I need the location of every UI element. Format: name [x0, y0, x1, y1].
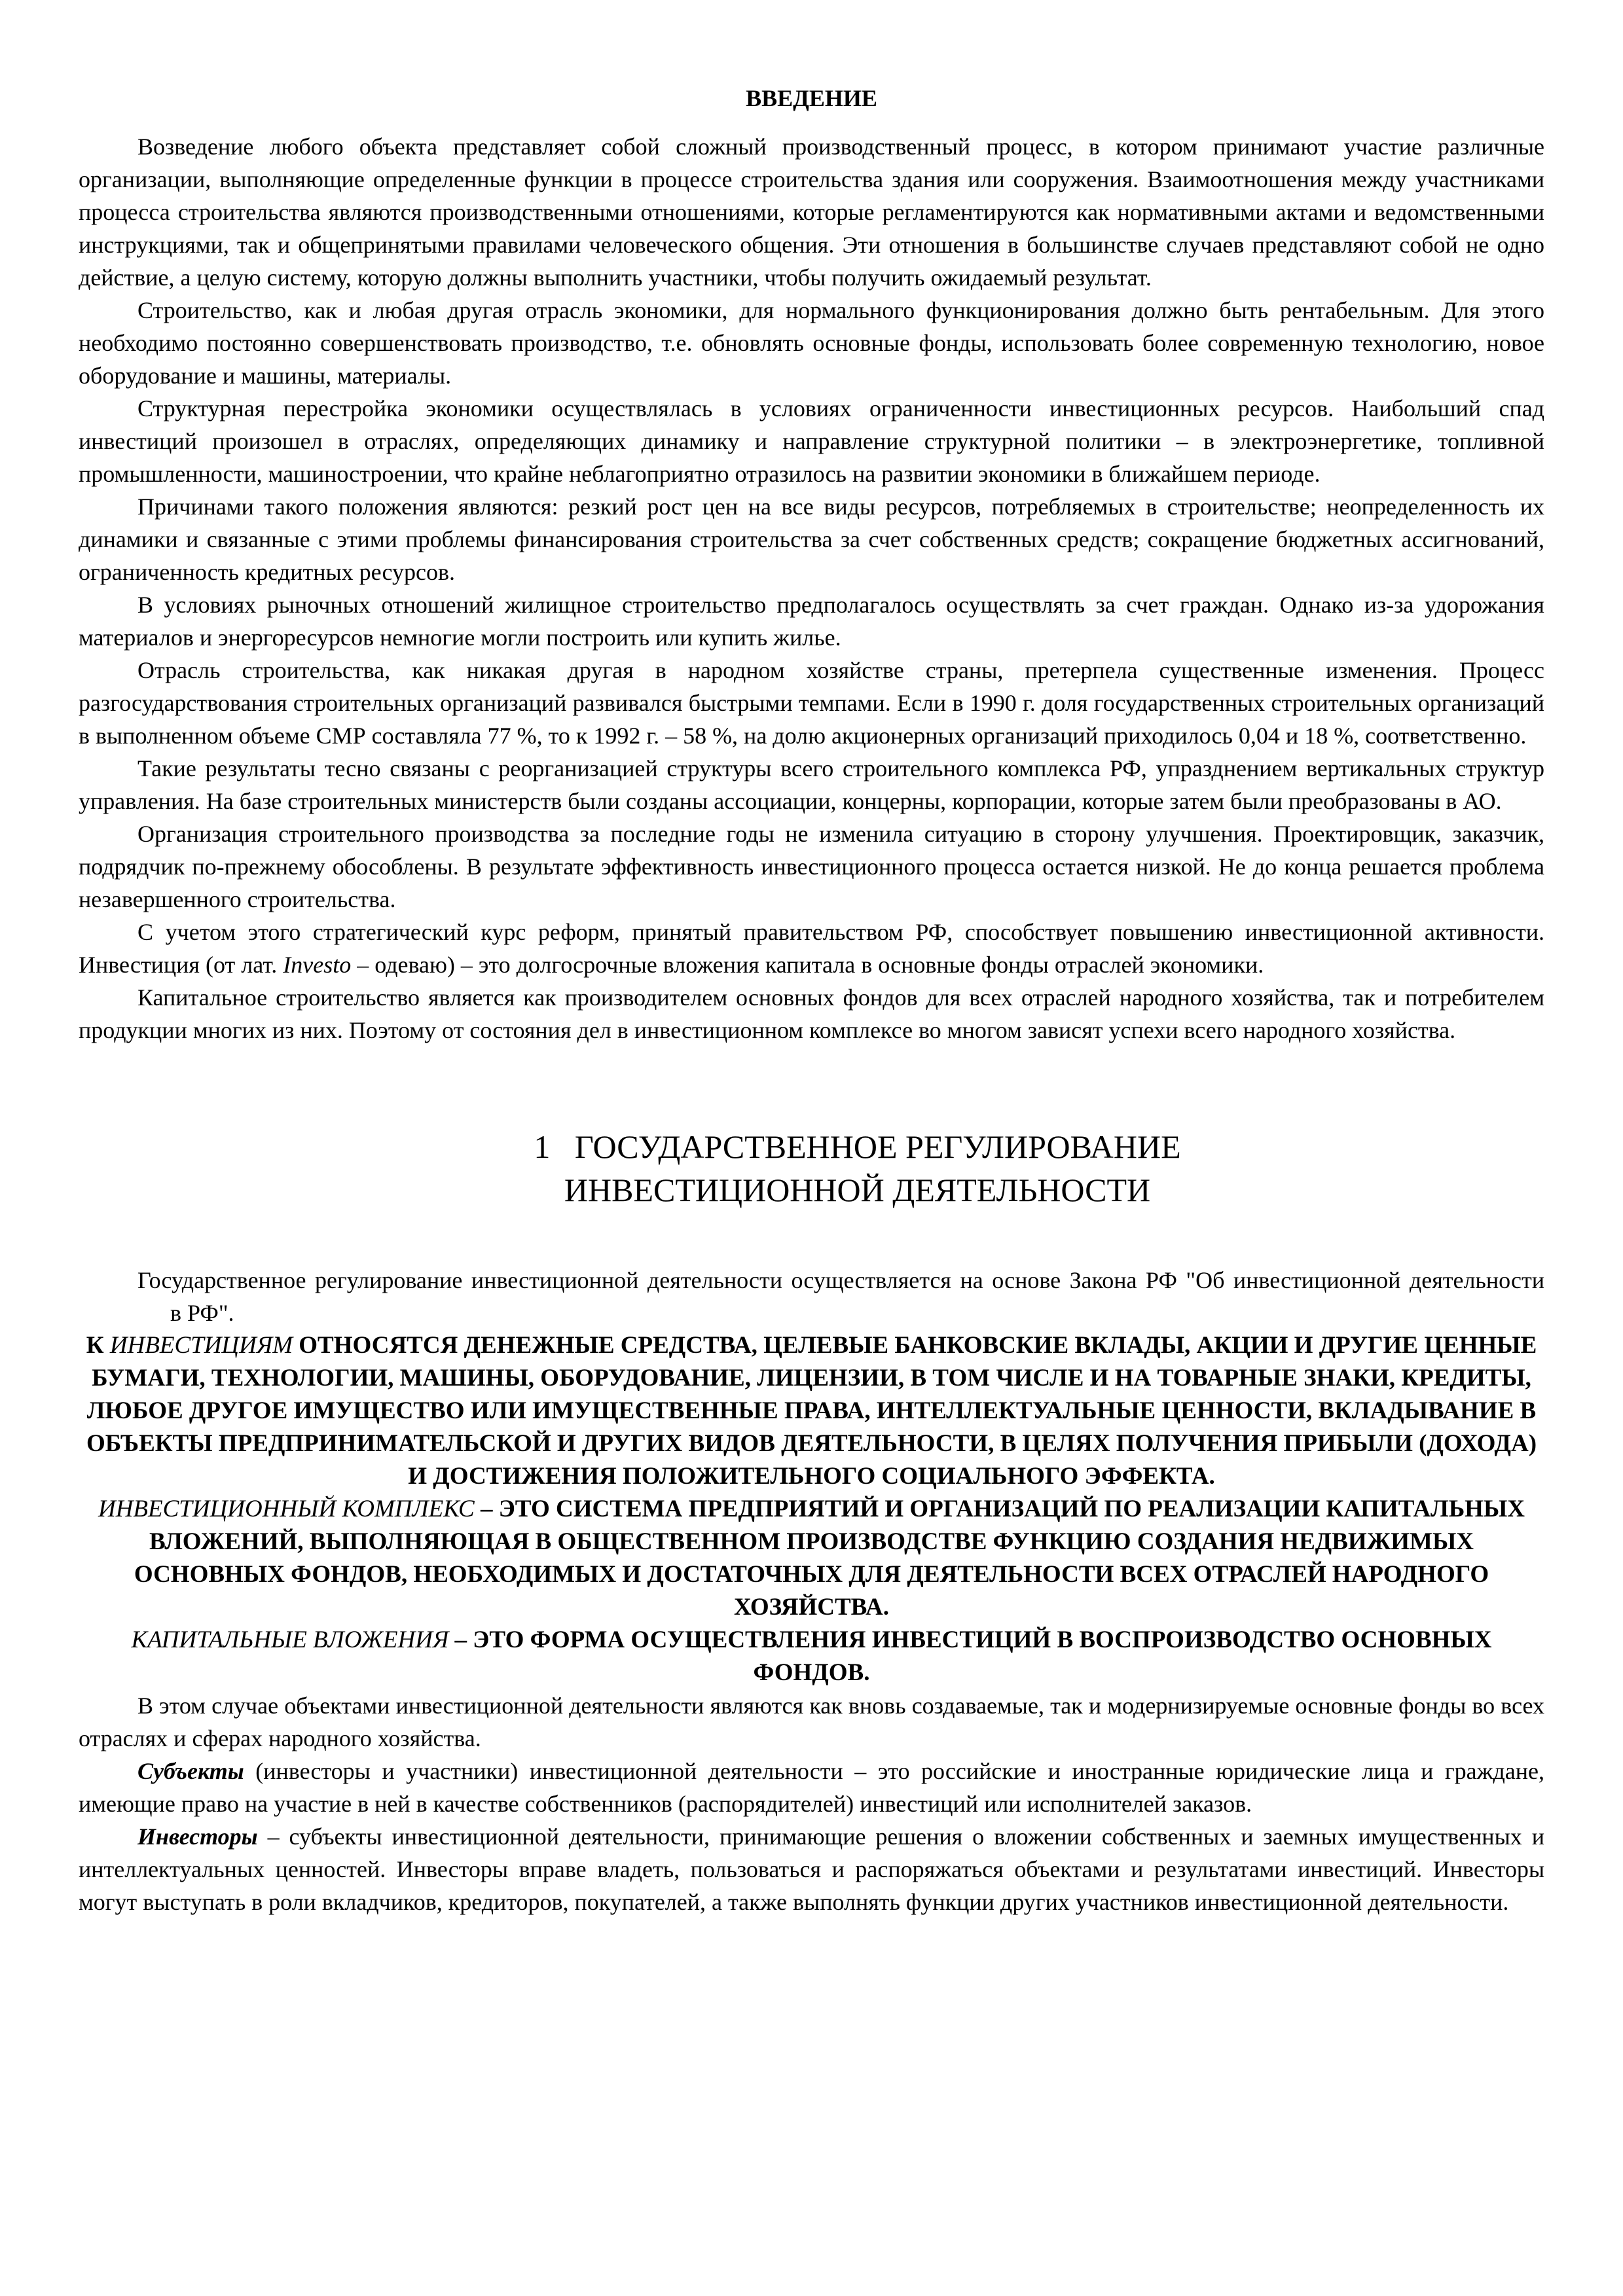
p9-text-a: С учетом этого стратегический курс реформ, принятый правительством РФ, способствует повышению инвестиционной активности. Инвестиция (от лат. — [79, 919, 1544, 978]
investors-body: – субъекты инвестиционной деятельности, принимающие решения о вложении собственных и заемных имущественных и интеллектуальных ценностей. Инвесторы вправе владеть, пользоваться и распоряжаться объектами и результатами инвестиций. Инвесторы могут выступать в роли вкладчиков, кредиторов, покупателей, а также выполнять функции других участников инвестиционной деятельности. — [79, 1823, 1544, 1915]
intro-paragraph-9 — [79, 916, 1544, 981]
intro-paragraph-8: Организация строительного производства за последние годы не изменила ситуацию в сторону улучшения. Проектировщик, заказчик, подрядчик по-прежнему обособлены. В результате эффективность инвестиционного процесса остается низкой. Не до конца решается проблема незавершенного строительства. — [79, 821, 1544, 912]
law-text-a: Государственное регулирование инвестиционной деятельности осуществляется на основе Закона РФ "Об инвестиционной деятельности — [137, 1267, 1544, 1293]
def3-body: – ЭТО ФОРМА ОСУЩЕСТВЛЕНИЯ ИНВЕСТИЦИЙ В ВОСПРОИЗВОДСТВО ОСНОВНЫХ ФОНДОВ. — [448, 1626, 1492, 1686]
p9-text-b: – одеваю) – это долгосрочные вложения капитала в основные фонды отраслей экономики. — [351, 952, 1264, 978]
intro-paragraph-3: Структурная перестройка экономики осуществлялась в условиях ограниченности инвестиционных ресурсов. Наибольший спад инвестиций произошел в отраслях, определяющих динамику и направление структурной политики – в электроэнергетике, топливной промышленности, машиностроении, что крайне неблагоприятно отразилось на развитии экономики в ближайшем периоде. — [79, 395, 1544, 487]
investors-term: Инвесторы — [137, 1823, 258, 1850]
def1-body: ОТНОСЯТСЯ ДЕНЕЖНЫЕ СРЕДСТВА, ЦЕЛЕВЫЕ БАНКОВСКИЕ ВКЛАДЫ, АКЦИИ И ДРУГИЕ ЦЕННЫЕ БУМАГИ, ТЕХНОЛОГИИ, МАШИНЫ, ОБОРУДОВАНИЕ, ЛИЦЕНЗИИ, В ТОМ ЧИСЛЕ И НА ТОВАРНЫЕ ЗНАКИ, КРЕДИТЫ, ЛЮБОЕ ДРУГОЕ ИМУЩЕСТВО ИЛИ ИМУЩЕСТВЕННЫЕ ПРАВА, ИНТЕЛЛЕКТУАЛЬНЫЕ ЦЕННОСТИ, ВКЛАДЫВАНИЕ В ОБЪЕКТЫ ПРЕДПРИНИМАТЕЛЬСКОЙ И ДРУГИХ ВИДОВ ДЕЯТЕЛЬНОСТИ, В ЦЕЛЯХ ПОЛУЧЕНИЯ ПРИБЫЛИ (ДОХОДА) И ДОСТИЖЕНИЯ ПОЛОЖИТЕЛЬНОГО СОЦИАЛЬНОГО ЭФФЕКТА. — [86, 1332, 1537, 1490]
section-1-title-line-2: ИНВЕСТИЦИОННОЙ ДЕЯТЕЛЬНОСТИ — [564, 1172, 1151, 1208]
def2-term: ИНВЕСТИЦИОННЫЙ КОМПЛЕКС — [98, 1496, 475, 1522]
p9-latin-term: Investo — [283, 952, 352, 978]
definition-investment-complex — [79, 1493, 1544, 1624]
intro-paragraph-4: Причинами такого положения являются: резкий рост цен на все виды ресурсов, потребляемых в строительстве; неопределенность их динамики и связанные с этими проблемы финансирования строительства за счет собственных средств; сокращение бюджетных ассигнований, ограниченность кредитных ресурсов. — [79, 493, 1544, 585]
section-1-title-line-1: 1 ГОСУДАРСТВЕННОЕ РЕГУЛИРОВАНИЕ — [534, 1128, 1181, 1165]
section-1-title — [79, 1125, 1544, 1211]
definition-investments — [79, 1329, 1544, 1493]
intro-paragraph-5: В условиях рыночных отношений жилищное строительство предполагалось осуществлять за счет граждан. Однако из-за удорожания материалов и энергоресурсов немногие могли построить или купить жилье. — [79, 592, 1544, 651]
definition-capital-investments — [79, 1624, 1544, 1689]
intro-paragraph-1: Возведение любого объекта представляет собой сложный производственный процесс, в котором принимают участие различные организации, выполняющие определенные функции в процессе строительства здания или сооружения. Взаимоотношения между участниками процесса строительства являются производственными отношениями, которые регламентируются как нормативными актами и ведомственными инструкциями, так и общепринятыми правилами человеческого общения. Эти отношения в большинстве случаев представляют собой не одно действие, а целую систему, которую должны выполнить участники, чтобы получить ожидаемый результат. — [79, 134, 1544, 291]
intro-paragraph-7: Такие результаты тесно связаны с реорганизацией структуры всего строительного комплекса РФ, упразднением вертикальных структур управления. На базе строительных министерств были созданы ассоциации, концерны, корпорации, которые затем были преобразованы в АО. — [79, 755, 1544, 814]
def1-term: ИНВЕСТИЦИЯМ — [109, 1332, 293, 1359]
intro-title: ВВЕДЕНИЕ — [746, 85, 877, 111]
law-text-b: в РФ". — [170, 1300, 234, 1326]
intro-paragraph-6: Отрасль строительства, как никакая другая в народном хозяйстве страны, претерпела существенные изменения. Процесс разгосударствования строительных организаций развивался быстрыми темпами. Если в 1990 г. доля государственных строительных организаций в выполненном объеме СМР составляла 77 %, то к 1992 г. – 58 %, на долю акционерных организаций приходилось 0,04 и 18 %, соответственно. — [79, 657, 1544, 749]
intro-paragraph-2: Строительство, как и любая другая отрасль экономики, для нормального функционирования должно быть рентабельным. Для этого необходимо постоянно совершенствовать производство, т.е. обновлять основные фонды, использовать более современную технологию, новое оборудование и машины, материалы. — [79, 297, 1544, 389]
def1-prefix: К — [86, 1332, 110, 1359]
investors-paragraph — [79, 1820, 1544, 1918]
law-paragraph — [79, 1264, 1544, 1329]
intro-paragraph-10: Капитальное строительство является как производителем основных фондов для всех отраслей народного хозяйства, так и потребителем продукции многих из них. Поэтому от состояния дел в инвестиционном комплексе во многом зависят успехи всего народного хозяйства. — [79, 984, 1544, 1043]
def2-body: – ЭТО СИСТЕМА ПРЕДПРИЯТИЙ И ОРГАНИЗАЦИЙ ПО РЕАЛИЗАЦИИ КАПИТАЛЬНЫХ ВЛОЖЕНИЙ, ВЫПОЛНЯЮЩАЯ В ОБЩЕСТВЕННОМ ПРОИЗВОДСТВЕ ФУНКЦИЮ СОЗДАНИЯ НЕДВИЖИМЫХ ОСНОВНЫХ ФОНДОВ, НЕОБХОДИМЫХ И ДОСТАТОЧНЫХ ДЛЯ ДЕЯТЕЛЬНОСТИ ВСЕХ ОТРАСЛЕЙ НАРОДНОГО ХОЗЯЙСТВА. — [134, 1496, 1525, 1621]
objects-paragraph: В этом случае объектами инвестиционной деятельности являются как вновь создаваемые, так и модернизируемые основные фонды во всех отраслях и сферах народного хозяйства. — [79, 1693, 1544, 1751]
subjects-term: Субъекты — [137, 1758, 244, 1784]
def3-term: КАПИТАЛЬНЫЕ ВЛОЖЕНИЯ — [131, 1626, 449, 1653]
subjects-body: (инвесторы и участники) инвестиционной деятельности – это российские и иностранные юридические лица и граждане, имеющие право на участие в ней в качестве собственников (распорядителей) инвестиций или исполнителей заказов. — [79, 1758, 1544, 1817]
subjects-paragraph — [79, 1755, 1544, 1820]
